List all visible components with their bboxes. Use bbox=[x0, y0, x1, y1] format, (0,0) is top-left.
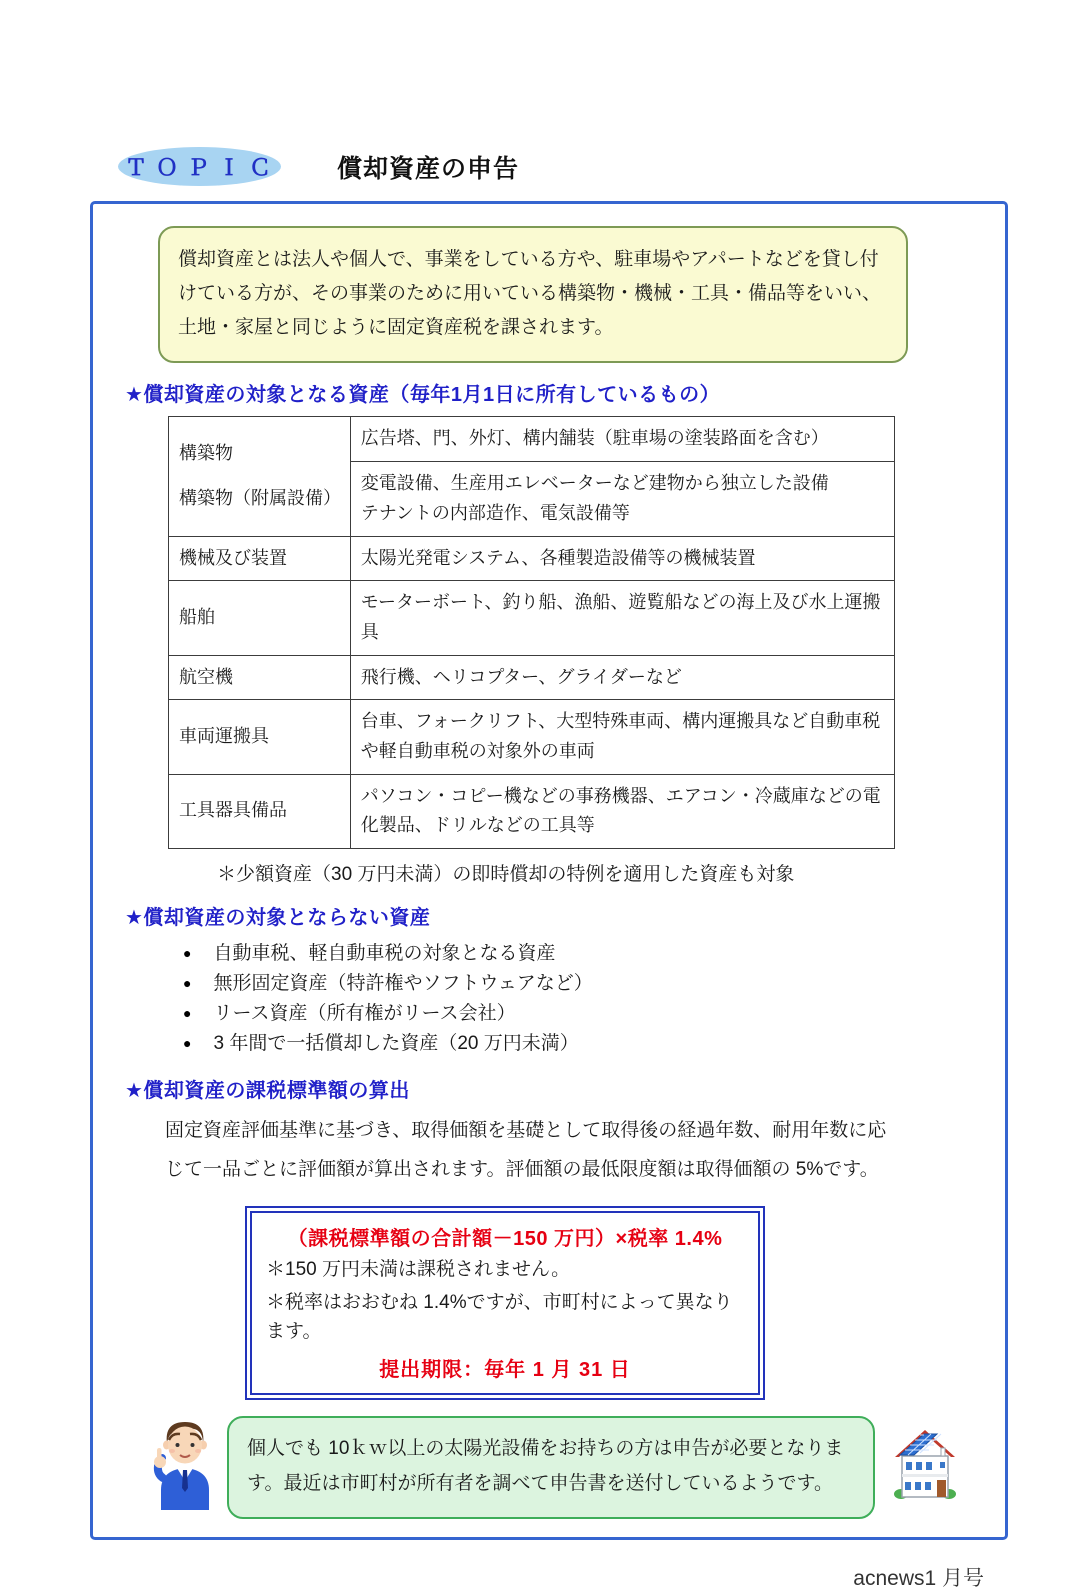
submission-deadline: 提出期限：毎年 1 月 31 日 bbox=[379, 1359, 631, 1382]
calculation-body-line: じて一品ごとに評価額が算出されます。評価額の最低限度額は取得価額の 5%です。 bbox=[165, 1159, 879, 1180]
intro-text: 償却資産とは法人や個人で、事業をしている方や、駐車場やアパートなどを貸し付けている方が、その事業のために用いている構築物・機械・工具・備品等をいい、土地・家屋と同じように固定資産税を課されます。 bbox=[178, 249, 882, 338]
heading-taxable-assets: ★償却資産の対象となる資産（毎年1月1日に所有しているもの） bbox=[125, 384, 721, 407]
bullet-icon: ● bbox=[183, 945, 192, 961]
heading-excluded-assets: ★償却資産の対象とならない資産 bbox=[125, 907, 431, 929]
small-asset-note: ＊少額資産（30 万円未満）の即時償却の特例を適用した資産も対象 bbox=[217, 864, 795, 885]
asset-desc-cell: 飛行機、ヘリコプター、グライダーなど bbox=[350, 655, 894, 700]
asset-category-cell: 航空機 bbox=[169, 655, 351, 700]
table-row bbox=[169, 655, 895, 700]
asset-desc: 広告塔、門、外灯、構内舗装（駐車場の塗装路面を含む） bbox=[360, 428, 829, 449]
callout-text-line: 個人でも 10ｋｗ以上の太陽光設備をお持ちの方は申告が必要となりま bbox=[247, 1438, 844, 1460]
topic-badge bbox=[118, 147, 281, 186]
solar-house-icon bbox=[893, 1426, 957, 1509]
asset-category-cell: 工具器具備品 bbox=[169, 774, 351, 848]
asset-desc-cell: 太陽光発電システム、各種製造設備等の機械装置 bbox=[350, 536, 894, 581]
formula-box-inner bbox=[250, 1211, 760, 1396]
callout-row bbox=[149, 1416, 1005, 1518]
page-title: 償却資産の申告 bbox=[337, 154, 520, 183]
table-row bbox=[169, 774, 895, 848]
asset-desc-cell: 台車、フォークリフト、大型特殊車両、構内運搬具など自動車税や軽自動車税の対象外の車両 bbox=[350, 700, 894, 774]
callout-text-line: す。最近は市町村が所有者を調べて申告書を送付しているようです。 bbox=[247, 1472, 833, 1494]
asset-category-cell: 車両運搬具 bbox=[169, 700, 351, 774]
calculation-body bbox=[165, 1112, 940, 1190]
bullet-icon: ● bbox=[183, 1005, 192, 1022]
heading-tax-base-calculation: ★償却資産の課税標準額の算出 bbox=[125, 1080, 410, 1103]
list-item bbox=[183, 969, 1005, 999]
list-item-text: リース資産（所有権がリース会社） bbox=[213, 1003, 516, 1025]
list-item bbox=[183, 939, 1005, 969]
table-row bbox=[169, 536, 895, 581]
asset-desc: テナントの内部造作、電気設備等 bbox=[360, 502, 630, 523]
formula-note-2: ＊税率はおおむね 1.4%ですが、市町村によって異なります。 bbox=[266, 1292, 733, 1342]
callout-box bbox=[227, 1416, 875, 1518]
table-row bbox=[169, 417, 895, 462]
bullet-icon: ● bbox=[183, 975, 192, 992]
topic-label: ＴＯＰＩＣ bbox=[124, 155, 280, 180]
excluded-list bbox=[183, 939, 1005, 1059]
asset-desc-cell: パソコン・コピー機などの事務機器、エアコン・冷蔵庫などの電化製品、ドリルなどの工具等 bbox=[350, 774, 894, 848]
formula-box bbox=[245, 1206, 765, 1401]
asset-desc-cell bbox=[350, 462, 894, 536]
asset-category-cell: 機械及び装置 bbox=[169, 536, 351, 581]
bullet-icon: ● bbox=[183, 1035, 192, 1052]
asset-category: 構築物 bbox=[179, 443, 233, 464]
asset-category-cell bbox=[169, 417, 351, 536]
person-icon bbox=[149, 1418, 217, 1517]
list-item bbox=[183, 999, 1005, 1029]
list-item-text: 3 年間で一括償却した資産（20 万円未満） bbox=[213, 1033, 579, 1055]
list-item-text: 自動車税、軽自動車税の対象となる資産 bbox=[213, 943, 556, 964]
asset-category-cell: 船舶 bbox=[169, 581, 351, 655]
list-item bbox=[183, 1029, 1005, 1059]
asset-desc-cell bbox=[350, 417, 894, 462]
header bbox=[0, 0, 1074, 186]
table-row bbox=[169, 700, 895, 774]
calculation-body-line: 固定資産評価基準に基づき、取得価額を基礎として取得後の経過年数、耐用年数に応 bbox=[165, 1120, 887, 1142]
asset-table bbox=[168, 416, 895, 849]
footer-issue: acnews1 月号 bbox=[853, 1566, 984, 1590]
table-row bbox=[169, 581, 895, 655]
intro-box bbox=[158, 226, 908, 363]
asset-desc: 変電設備、生産用エレベーターなど建物から独立した設備 bbox=[360, 473, 829, 494]
formula-note-1: ＊150 万円未満は課税されません。 bbox=[266, 1258, 571, 1280]
tax-formula: （課税標準額の合計額－150 万円）×税率 1.4% bbox=[287, 1227, 723, 1250]
list-item-text: 無形固定資産（特許権やソフトウェアなど） bbox=[213, 973, 593, 995]
main-content-box bbox=[90, 201, 1008, 1540]
asset-category: 構築物（附属設備） bbox=[179, 487, 341, 508]
asset-desc-cell: モーターボート、釣り船、漁船、遊覧船などの海上及び水上運搬具 bbox=[350, 581, 894, 655]
